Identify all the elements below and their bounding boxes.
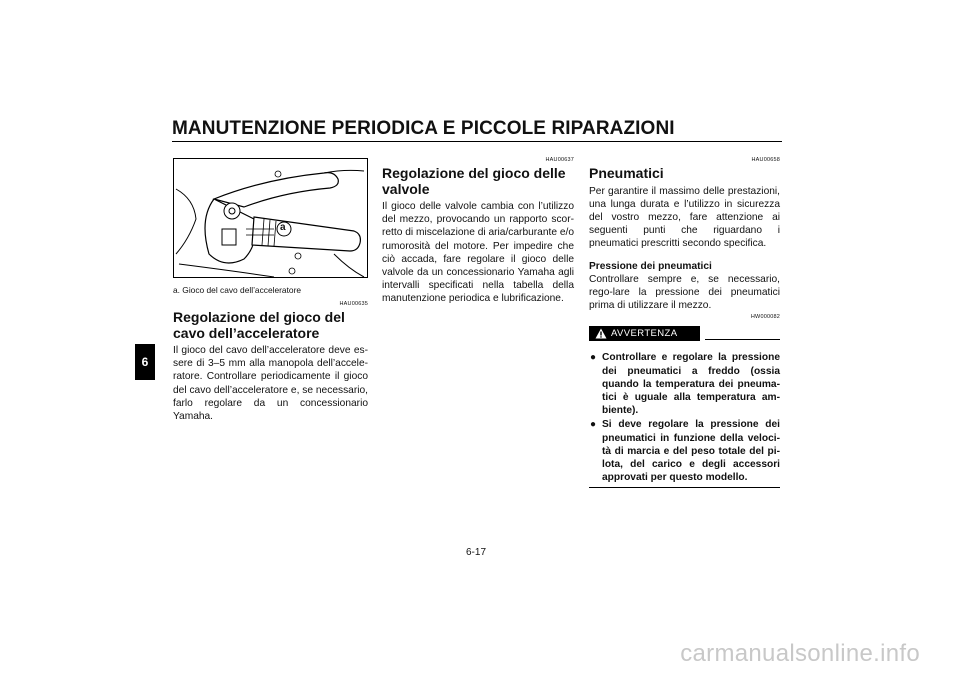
- figure-caption: a. Gioco del cavo dell’acceleratore: [173, 285, 302, 295]
- warning-label: AVVERTENZA: [611, 328, 678, 340]
- watermark: carmanualsonline.info: [680, 640, 920, 667]
- page-number: 6-17: [466, 547, 487, 558]
- warning-bottom-rule: [589, 487, 780, 488]
- bullet-icon: ●: [590, 419, 597, 431]
- warning-item: ● Si deve regolare la pressione dei pneumatici in funzione della veloci-tà di marcia e del peso totale del pi-lota, del carico e degli accessori approvati per questo modello.: [590, 419, 780, 484]
- warning-list: [589, 351, 780, 484]
- section-code: HAU00658: [751, 157, 780, 163]
- section-title: Regolazione del gioco del cavo dell’acceleratore: [173, 309, 345, 341]
- warning-triangle-icon: [595, 328, 607, 339]
- section-body: Per garantire il massimo delle prestazioni, una lunga durata e l’utilizzo in sicurezza del vostro mezzo, fare attenzione ai seguenti punti che riguardano i pneumatici prescritti secondo specifica.: [589, 185, 780, 250]
- section-throttle-cable: [173, 301, 368, 423]
- subsection-body: Controllare sempre e, se necessario, rego-lare la pressione dei pneumatici prima di utilizzare il mezzo.: [589, 273, 780, 312]
- section-tires: [589, 157, 780, 488]
- header-rule: [172, 141, 782, 142]
- section-code: HAU00637: [545, 157, 574, 163]
- warning-header: [589, 325, 780, 345]
- warning-badge: [589, 326, 700, 341]
- throttle-figure: [173, 158, 368, 278]
- throttle-illustration: [174, 159, 368, 278]
- bullet-icon: ●: [590, 352, 597, 364]
- section-body: Il gioco delle valvole cambia con l’utilizzo del mezzo, provocando un rapporto scor-retto di miscelazione di aria/carburante e/o rumorosità del motore. Per impedire che ciò accada, fare regolare il gioco delle valvole da un concessionario Yamaha agli intervalli specificati nella tabella della manutenzione periodica e lubrificazione.: [382, 201, 574, 305]
- chapter-tab: 6: [135, 344, 155, 380]
- section-code: HAU00635: [339, 301, 368, 307]
- figure-label-a: a: [280, 222, 286, 233]
- subsection-title: Pressione dei pneumatici: [589, 260, 712, 272]
- warning-item: ● Controllare e regolare la pressione dei pneumatici a freddo (ossia quando la temperatura dei pneuma-tici è uguale alla temperatura am-biente).: [590, 352, 780, 417]
- section-title: Pneumatici: [589, 165, 664, 181]
- warning-code: HW000082: [750, 314, 780, 321]
- section-valve-clearance: [382, 157, 574, 306]
- page-header-title: MANUTENZIONE PERIODICA E PICCOLE RIPARAZIONI: [172, 118, 675, 139]
- section-title: Regolazione del gioco delle valvole: [382, 165, 566, 197]
- warning-rule: [705, 339, 780, 340]
- section-body: Il gioco del cavo dell’acceleratore deve es-sere di 3–5 mm alla manopola dell’accele-ratore. Controllare periodicamente il gioco del cavo dell’acceleratore e, se necessario, farlo regolare da un concessionario Yamaha.: [173, 345, 368, 423]
